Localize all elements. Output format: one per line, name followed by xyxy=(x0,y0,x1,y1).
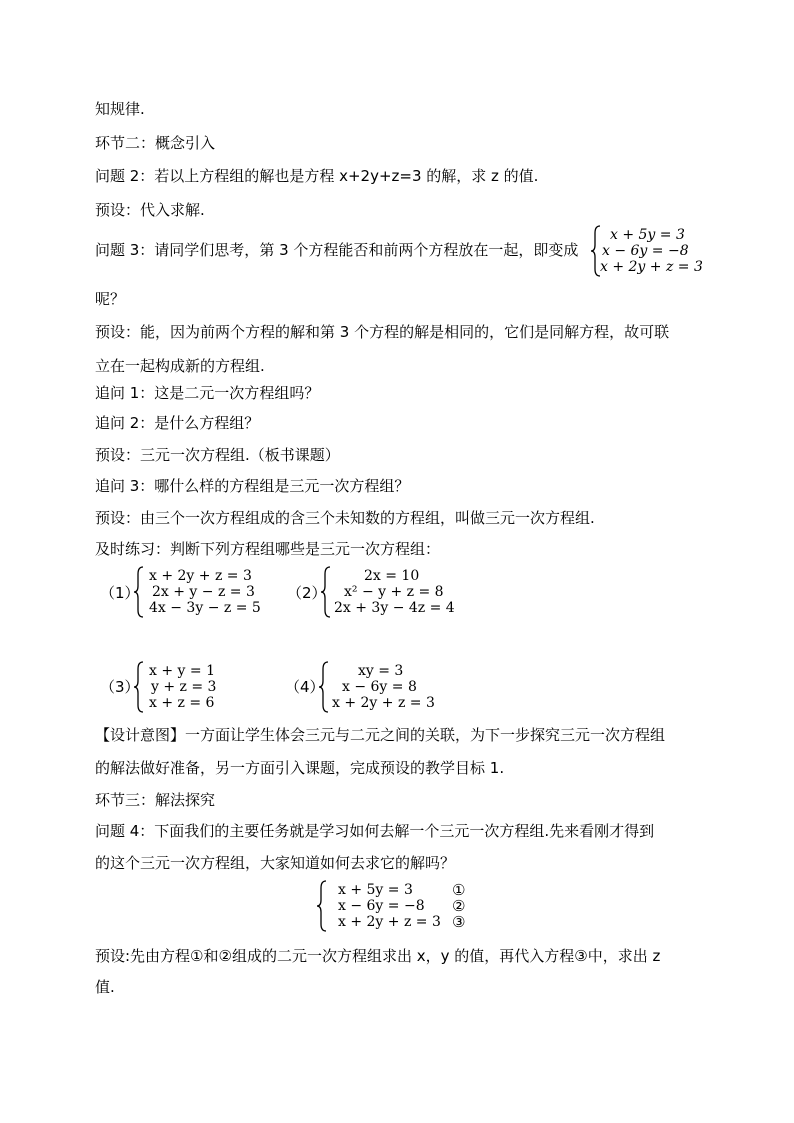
paragraph: 知规律. xyxy=(95,100,145,118)
equation: x − 6y = −8 xyxy=(338,898,425,914)
equation: x − 6y = −8 xyxy=(602,243,689,259)
design-intent: 的解法做好准备，另一方面引入课题，完成预设的教学目标 1. xyxy=(95,759,505,777)
exercise-label: （1） xyxy=(100,584,140,602)
paragraph: 预设:先由方程①和②组成的二元一次方程组求出 x，y 的值，再代入方程③中，求出 z xyxy=(95,947,661,965)
paragraph: 预设：能，因为前两个方程的解和第 3 个方程的解是相同的，它们是同解方程，故可联 xyxy=(95,323,670,341)
equation: x − 6y = 8 xyxy=(342,679,417,695)
exercise-label: （3） xyxy=(100,678,140,696)
equation: 2x = 10 xyxy=(364,568,420,584)
exercise-label: （4） xyxy=(285,678,325,696)
equation: y + z = 3 xyxy=(151,679,217,695)
equation: 4x − 3y − z = 5 xyxy=(149,600,261,616)
design-intent: 【设计意图】一方面让学生体会三元与二元之间的关联，为下一步探究三元一次方程组 xyxy=(95,726,666,744)
brace-icon xyxy=(318,661,330,713)
paragraph: 立在一起构成新的方程组. xyxy=(95,357,265,375)
paragraph: 追问 3：哪什么样的方程组是三元一次方程组？ xyxy=(95,477,410,495)
brace-icon xyxy=(133,661,145,713)
equation: x² − y + z = 8 xyxy=(344,584,444,600)
paragraph: 追问 1：这是二元一次方程组吗？ xyxy=(95,384,320,402)
paragraph: 问题 4：下面我们的主要任务就是学习如何去解一个三元一次方程组.先来看刚才得到 xyxy=(95,822,655,840)
paragraph: 呢？ xyxy=(95,290,126,308)
equation: x + 5y = 3 xyxy=(338,882,413,898)
paragraph: 预设：由三个一次方程组成的含三个未知数的方程组，叫做三元一次方程组. xyxy=(95,509,595,527)
equation: x + z = 6 xyxy=(149,695,215,711)
section-heading: 环节二：概念引入 xyxy=(95,134,216,152)
equation: x + 2y + z = 3 xyxy=(600,259,703,275)
paragraph: 问题 2：若以上方程组的解也是方程 x+2y+z=3 的解，求 z 的值. xyxy=(95,167,539,185)
brace-icon xyxy=(320,566,332,618)
paragraph: 的这个三元一次方程组，大家知道如何去求它的解吗？ xyxy=(95,854,456,872)
equation: x + y = 1 xyxy=(149,663,215,679)
equation-marker: ③ xyxy=(452,913,466,931)
exercise-label: （2） xyxy=(287,584,327,602)
equation: x + 2y + z = 3 xyxy=(338,914,441,930)
paragraph: 预设：三元一次方程组.（板书课题） xyxy=(95,446,340,464)
paragraph: 值. xyxy=(95,978,115,996)
paragraph: 追问 2：是什么方程组？ xyxy=(95,414,260,432)
equation: x + 2y + z = 3 xyxy=(332,695,435,711)
equation: x + 5y = 3 xyxy=(610,227,685,243)
paragraph: 及时练习：判断下列方程组哪些是三元一次方程组： xyxy=(95,540,441,558)
equation: x + 2y + z = 3 xyxy=(149,568,252,584)
equation: 2x + 3y − 4z = 4 xyxy=(334,600,455,616)
brace-icon xyxy=(316,880,328,932)
equation: xy = 3 xyxy=(358,663,404,679)
equation-marker: ① xyxy=(452,881,466,899)
section-heading: 环节三：解法探究 xyxy=(95,791,216,809)
paragraph: 问题 3：请同学们思考，第 3 个方程能否和前两个方程放在一起，即变成 xyxy=(95,241,579,259)
equation-marker: ② xyxy=(452,897,466,915)
equation: 2x + y − z = 3 xyxy=(152,584,255,600)
brace-icon xyxy=(133,566,145,618)
paragraph: 预设：代入求解. xyxy=(95,201,205,219)
